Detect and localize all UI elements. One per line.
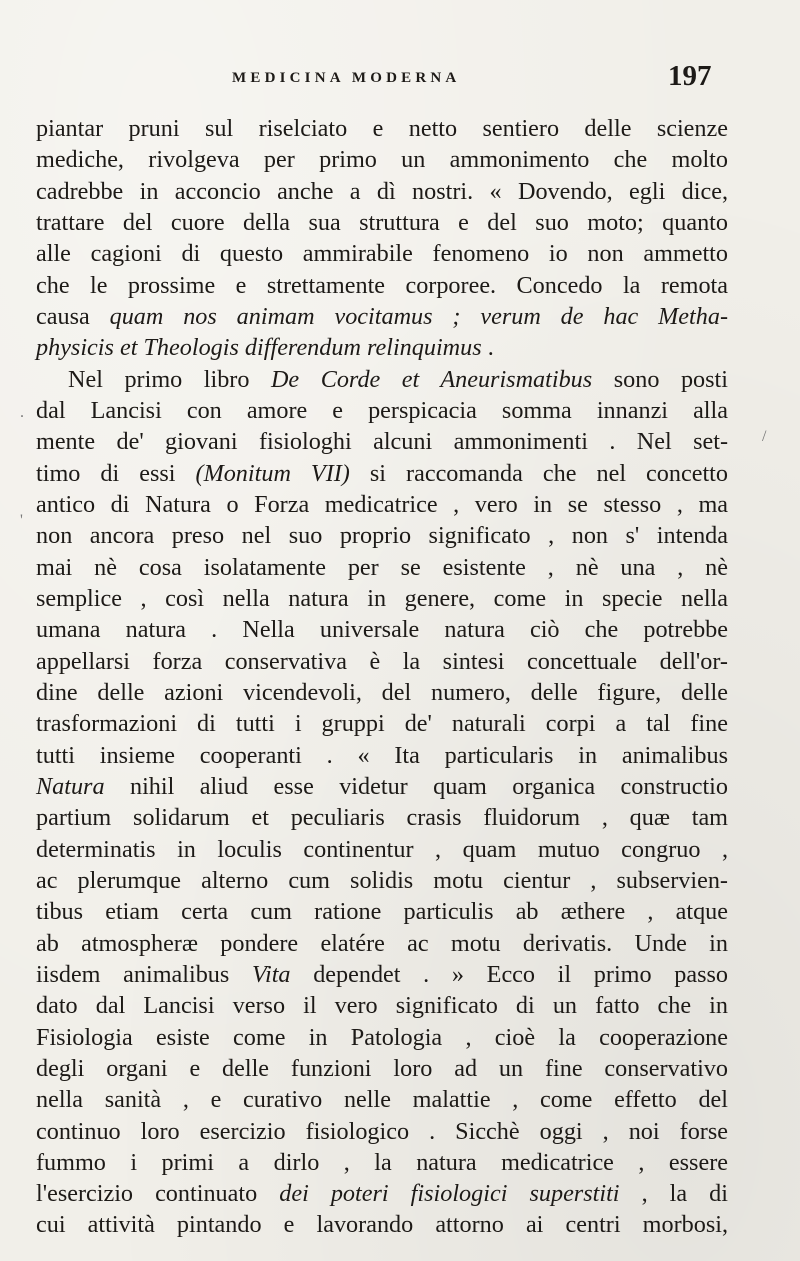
text-line: [36, 771, 728, 802]
text-segment: partium solidarum et peculiaris crasis fluidorum , quæ tam: [36, 804, 728, 832]
text-segment: degli organi e delle funzioni loro ad un fine conservativo: [36, 1054, 728, 1082]
text-line: [36, 520, 728, 551]
text-line: [36, 426, 728, 457]
text-segment: tibus etiam certa cum ratione particulis ab æthere , atque: [36, 898, 728, 926]
text-segment: determinatis in loculis continentur , quam mutuo congruo ,: [36, 835, 728, 863]
text-segment: trattare del cuore della sua struttura e del suo moto; quanto: [36, 208, 728, 236]
text-segment: mediche, rivolgeva per primo un ammonimento che molto: [36, 146, 728, 174]
text-segment: semplice , così nella natura in genere, come in specie nella: [36, 584, 728, 612]
text-segment: continuo loro esercizio fisiologico . Sicchè oggi , noi forse: [36, 1117, 728, 1145]
margin-mark: ': [20, 512, 23, 529]
text-line: [36, 990, 728, 1021]
text-segment: , la di: [619, 1180, 728, 1208]
text-segment: Nel primo libro: [68, 365, 271, 393]
text-segment: ac plerumque alterno cum solidis motu cientur , subservien-: [36, 866, 728, 894]
text-segment: dal Lancisi con amore e perspicacia somma innanzi alla: [36, 396, 728, 424]
text-segment: fummo i primi a dirlo , la natura medicatrice , essere: [36, 1148, 728, 1176]
italic-text: (Monitum VII): [195, 459, 350, 487]
text-line: [36, 113, 728, 144]
text-line: [36, 364, 728, 395]
body-text: [36, 113, 728, 1241]
text-segment: sono posti: [592, 365, 728, 393]
text-line: [36, 301, 728, 332]
text-line: [36, 552, 728, 583]
text-segment: piantar pruni sul riselciato e netto sentiero delle scienze: [36, 115, 728, 142]
margin-mark: /: [762, 428, 767, 445]
text-line: [36, 802, 728, 833]
text-line: [36, 207, 728, 238]
text-segment: dine delle azioni vicendevoli, del numero, delle figure, delle: [36, 678, 728, 706]
text-line: [36, 740, 728, 771]
text-line: [36, 1022, 728, 1053]
text-line: [36, 458, 728, 489]
text-line: [36, 865, 728, 896]
text-line: [36, 928, 728, 959]
text-line: [36, 395, 728, 426]
page-header: [0, 60, 800, 100]
text-line: [36, 144, 728, 175]
text-segment: cadrebbe in acconcio anche a dì nostri. « Dovendo, egli dice,: [36, 177, 728, 205]
text-segment: dependet . » Ecco il primo passo: [290, 960, 729, 988]
text-segment: timo di essi: [36, 459, 196, 487]
italic-text: De Corde et Aneurismatibus: [270, 365, 593, 393]
text-line: [36, 708, 728, 739]
text-line: [36, 583, 728, 614]
text-segment: nella sanità , e curativo nelle malattie , come effetto del: [36, 1086, 728, 1114]
text-segment: Fisiologia esiste come in Patologia , cioè la cooperazione: [36, 1023, 728, 1051]
text-line: [36, 959, 728, 990]
text-line: [36, 1178, 728, 1209]
text-segment: causa: [36, 302, 110, 330]
margin-mark: .: [20, 404, 24, 421]
text-segment: cui attività pintando e lavorando attorno ai centri morbosi,: [36, 1211, 728, 1239]
italic-text: Vita: [252, 960, 291, 988]
text-line: [36, 1147, 728, 1178]
text-segment: umana natura . Nella universale natura ciò che potrebbe: [36, 616, 728, 644]
text-line: [36, 677, 728, 708]
text-segment: dato dal Lancisi verso il vero significato di un fatto che in: [36, 992, 728, 1020]
running-title: MEDICINA MODERNA: [232, 70, 461, 86]
text-segment: che le prossime e strettamente corporee. Concedo la remota: [36, 271, 728, 299]
text-segment: l'esercizio continuato: [36, 1180, 280, 1208]
text-segment: tutti insieme cooperanti . « Ita particularis in animalibus: [36, 741, 728, 769]
text-segment: non ancora preso nel suo proprio significato , non s' intenda: [36, 522, 728, 550]
text-segment: appellarsi forza conservativa è la sintesi concettuale dell'or-: [36, 647, 728, 675]
text-segment: trasformazioni di tutti i gruppi de' naturali corpi a tal fine: [36, 710, 728, 738]
text-line: [36, 332, 728, 363]
text-line: [36, 270, 728, 301]
text-line: [36, 238, 728, 269]
italic-text: physicis et Theologis differendum relinquimus: [36, 334, 482, 362]
text-line: [36, 834, 728, 865]
text-segment: mai nè cosa isolatamente per se esistente , nè una , nè: [36, 553, 728, 581]
italic-text: Natura: [36, 772, 105, 800]
text-line: [36, 489, 728, 520]
text-segment: si raccomanda che nel concetto: [349, 459, 728, 487]
italic-text: dei poteri fisiologici superstiti: [279, 1180, 620, 1208]
text-line: [36, 1053, 728, 1084]
text-segment: ab atmospheræ pondere elatére ac motu derivatis. Unde in: [36, 929, 728, 957]
italic-text: quam nos animam vocitamus ; verum de hac Metha-: [109, 302, 728, 330]
text-line: [36, 896, 728, 927]
page-number: 197: [668, 60, 712, 92]
text-line: [36, 1084, 728, 1115]
text-line: [36, 1209, 728, 1240]
text-segment: mente de' giovani fisiologhi alcuni ammonimenti . Nel set-: [36, 428, 728, 456]
text-segment: antico di Natura o Forza medicatrice , vero in se stesso , ma: [36, 490, 728, 518]
text-line: [36, 1116, 728, 1147]
text-line: [36, 176, 728, 207]
text-line: [36, 646, 728, 677]
text-segment: nihil aliud esse videtur quam organica constructio: [104, 772, 728, 800]
text-line: [36, 614, 728, 645]
text-segment: .: [481, 334, 494, 362]
text-segment: alle cagioni di questo ammirabile fenomeno io non ammetto: [36, 240, 728, 268]
text-segment: iisdem animalibus: [36, 960, 252, 988]
